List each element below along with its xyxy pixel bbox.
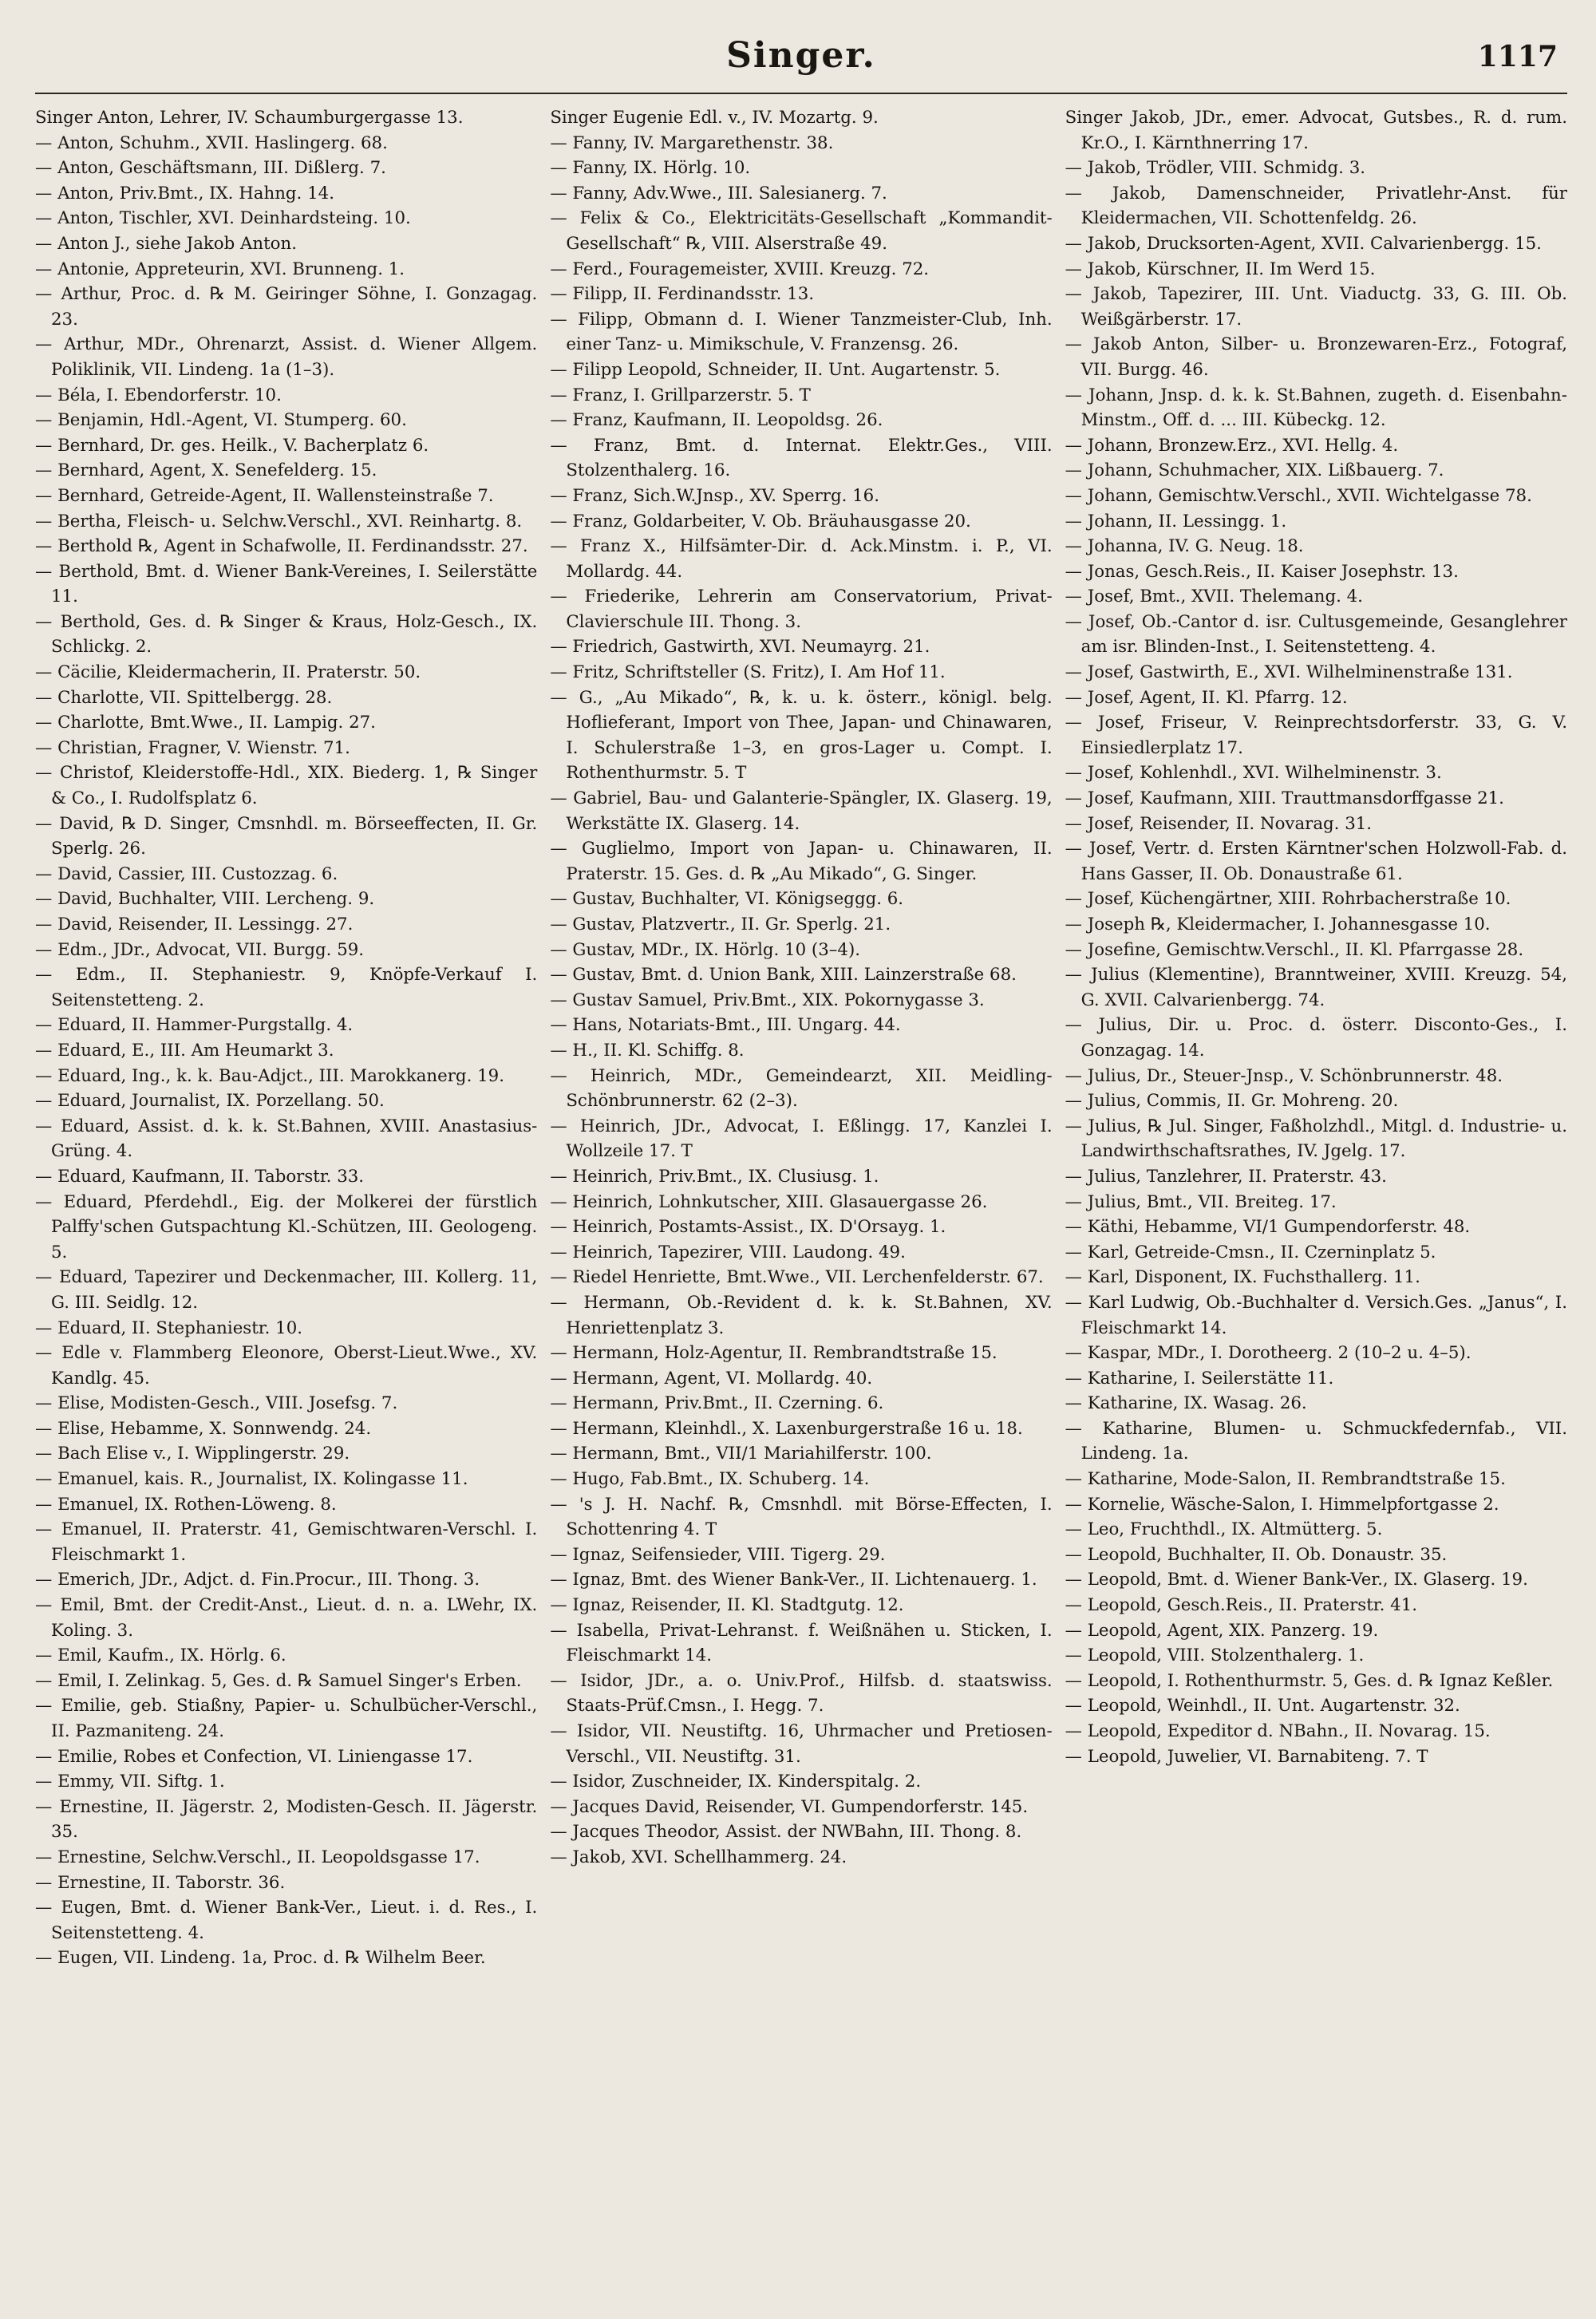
directory-entry: — Eduard, Kaufmann, II. Taborstr. 33. xyxy=(35,1166,365,1187)
column-middle xyxy=(550,105,1052,1971)
directory-entry: — Katharine, IX. Wasag. 26. xyxy=(1065,1393,1307,1414)
directory-entry: — Edm., JDr., Advocat, VII. Burgg. 59. xyxy=(35,939,365,960)
directory-entry: — Anton, Schuhm., XVII. Haslingerg. 68. xyxy=(35,132,388,153)
directory-entry: — Katharine, Mode-Salon, II. Rembrandtstraße 15. xyxy=(1065,1469,1506,1490)
directory-entry: — Ernestine, II. Jägerstr. 2, Modisten-Gesch. II. Jägerstr. 35. xyxy=(35,1796,538,1843)
directory-entry: — Eduard, Tapezirer und Deckenmacher, III. Kollerg. 11, G. III. Seidlg. 12. xyxy=(35,1267,538,1313)
directory-entry: — Josefine, Gemischtw.Verschl., II. Kl. Pfarrgasse 28. xyxy=(1065,939,1524,960)
directory-entry: — Julius, Dr., Steuer-Jnsp., V. Schönbrunnerstr. 48. xyxy=(1065,1065,1503,1086)
directory-entry: — Arthur, MDr., Ohrenarzt, Assist. d. Wiener Allgem. Poliklinik, VII. Lindeng. 1a (1–3). xyxy=(35,334,538,380)
directory-entry: — Fritz, Schriftsteller (S. Fritz), I. Am Hof 11. xyxy=(550,662,946,683)
directory-entry: — Leopold, Juwelier, VI. Barnabiteng. 7. T xyxy=(1065,1746,1428,1767)
directory-entry: — Johann, II. Lessingg. 1. xyxy=(1065,511,1287,531)
directory-entry: — Johann, Gemischtw.Verschl., XVII. Wichtelgasse 78. xyxy=(1065,485,1532,506)
directory-entry: — Hermann, Kleinhdl., X. Laxenburgerstraße 16 u. 18. xyxy=(550,1418,1023,1439)
directory-entry: — Elise, Hebamme, X. Sonnwendg. 24. xyxy=(35,1418,372,1439)
directory-entry: — Eugen, Bmt. d. Wiener Bank-Ver., Lieut. i. d. Res., I. Seitenstetteng. 4. xyxy=(35,1898,538,1943)
directory-entry: — Josef, Gastwirth, E., XVI. Wilhelminenstraße 131. xyxy=(1065,662,1513,683)
page-number: 1117 xyxy=(1477,40,1558,73)
directory-entry: — Fanny, IX. Hörlg. 10. xyxy=(550,158,751,179)
directory-entry: — Anton J., siehe Jakob Anton. xyxy=(35,233,297,254)
directory-entry: — Emilie, geb. Stiaßny, Papier- u. Schulbücher-Verschl., II. Pazmaniteng. 24. xyxy=(35,1696,538,1741)
directory-entry: — Emil, I. Zelinkag. 5, Ges. d. ℞ Samuel Singer's Erben. xyxy=(35,1670,522,1691)
directory-entry: — Heinrich, MDr., Gemeindearzt, XII. Meidling-Schönbrunnerstr. 62 (2–3). xyxy=(550,1065,1053,1112)
directory-entry: — Eduard, Journalist, IX. Porzellang. 50. xyxy=(35,1091,385,1112)
directory-entry: — Josef, Kohlenhdl., XVI. Wilhelminenstr. 3. xyxy=(1065,763,1442,784)
directory-entry: — Bernhard, Dr. ges. Heilk., V. Bacherplatz 6. xyxy=(35,435,429,456)
directory-entry: — Heinrich, JDr., Advocat, I. Eßlingg. 17, Kanzlei I. Wollzeile 17. T xyxy=(550,1116,1053,1162)
directory-entry: — Filipp, II. Ferdinandsstr. 13. xyxy=(550,284,815,305)
directory-entry: — Emilie, Robes et Confection, VI. Liniengasse 17. xyxy=(35,1746,473,1767)
directory-entry: — Karl, Getreide-Cmsn., II. Czerninplatz 5. xyxy=(1065,1242,1436,1262)
directory-entry: — Edle v. Flammberg Eleonore, Oberst-Lieut.Wwe., XV. Kandlg. 45. xyxy=(35,1343,538,1389)
directory-entry: — H., II. Kl. Schiffg. 8. xyxy=(550,1040,745,1061)
column-left xyxy=(35,105,537,1971)
directory-entry: — Emanuel, kais. R., Journalist, IX. Kolingasse 11. xyxy=(35,1469,468,1490)
directory-entry: Singer Anton, Lehrer, IV. Schaumburgergasse 13. xyxy=(35,108,464,128)
directory-entry: — Gabriel, Bau- und Galanterie-Spängler, IX. Glaserg. 19, Werkstätte IX. Glaserg. 14. xyxy=(550,788,1053,834)
directory-entry: — Berthold, Ges. d. ℞ Singer & Kraus, Holz-Gesch., IX. Schlickg. 2. xyxy=(35,611,538,658)
directory-entry: — Isidor, VII. Neustiftg. 16, Uhrmacher und Pretiosen-Verschl., VII. Neustiftg. 31. xyxy=(550,1721,1053,1767)
directory-entry: — Franz X., Hilfsämter-Dir. d. Ack.Minstm. i. P., VI. Mollardg. 44. xyxy=(550,536,1053,582)
directory-entry: — Emil, Kaufm., IX. Hörlg. 6. xyxy=(35,1645,286,1666)
directory-entry: — Jakob, Drucksorten-Agent, XVII. Calvarienbergg. 15. xyxy=(1065,233,1542,254)
directory-entry: — Leopold, VIII. Stolzenthalerg. 1. xyxy=(1065,1645,1365,1666)
directory-entry: — Josef, Reisender, II. Novarag. 31. xyxy=(1065,813,1373,834)
directory-entry: — Gustav, Bmt. d. Union Bank, XIII. Lainzerstraße 68. xyxy=(550,965,1017,986)
directory-entry: — Anton, Priv.Bmt., IX. Hahng. 14. xyxy=(35,183,334,203)
directory-entry: — Heinrich, Lohnkutscher, XIII. Glasauergasse 26. xyxy=(550,1191,988,1212)
directory-entry: — Karl Ludwig, Ob.-Buchhalter d. Versich.Ges. „Janus“, I. Fleischmarkt 14. xyxy=(1065,1292,1567,1338)
directory-entry: — Johann, Schuhmacher, XIX. Lißbauerg. 7. xyxy=(1065,460,1444,481)
directory-entry: — Ernestine, II. Taborstr. 36. xyxy=(35,1872,286,1893)
directory-entry: — G., „Au Mikado“, ℞, k. u. k. österr., königl. belg. Hoflieferant, Import von Thee, Japan- und Chinawaren, I. Schulerstraße 1–3, en gros-Lager u. Compt. I. Rothenthurmstr. 5. T xyxy=(550,687,1053,784)
directory-entry: — Ignaz, Bmt. des Wiener Bank-Ver., II. Lichtenauerg. 1. xyxy=(550,1570,1037,1590)
directory-entry: — Ignaz, Seifensieder, VIII. Tigerg. 29. xyxy=(550,1544,886,1565)
directory-entry: — Cäcilie, Kleidermacherin, II. Praterstr. 50. xyxy=(35,662,421,683)
directory-entry: — Emanuel, IX. Rothen-Löweng. 8. xyxy=(35,1494,337,1515)
directory-entry: — Franz, Goldarbeiter, V. Ob. Bräuhausgasse 20. xyxy=(550,511,971,531)
directory-entry: — Jakob, Kürschner, II. Im Werd 15. xyxy=(1065,259,1376,279)
directory-entry: — Fanny, Adv.Wwe., III. Salesianerg. 7. xyxy=(550,183,887,203)
directory-entry: — Edm., II. Stephaniestr. 9, Knöpfe-Verkauf I. Seitenstetteng. 2. xyxy=(35,965,538,1010)
directory-entry: — Berthold, Bmt. d. Wiener Bank-Vereines, I. Seilerstätte 11. xyxy=(35,561,538,607)
directory-entry: — Franz, Bmt. d. Internat. Elektr.Ges., VIII. Stolzenthalerg. 16. xyxy=(550,435,1053,481)
directory-entry: — Friedrich, Gastwirth, XVI. Neumayrg. 21. xyxy=(550,637,930,658)
directory-entry: — Julius (Klementine), Branntweiner, XVIII. Kreuzg. 54, G. XVII. Calvarienbergg. 74. xyxy=(1065,965,1567,1010)
directory-entry: — Berthold ℞, Agent in Schafwolle, II. Ferdinandsstr. 27. xyxy=(35,536,528,557)
directory-entry: — Josef, Friseur, V. Reinprechtsdorferstr. 33, G. V. Einsiedlerplatz 17. xyxy=(1065,713,1567,758)
directory-entry: — Julius, Tanzlehrer, II. Praterstr. 43. xyxy=(1065,1166,1387,1187)
directory-entry: — Katharine, Blumen- u. Schmuckfedernfab., VII. Lindeng. 1a. xyxy=(1065,1418,1567,1464)
directory-entry: — Julius, ℞ Jul. Singer, Faßholzhdl., Mitgl. d. Industrie- u. Landwirthschaftsrathes, IV. Jgelg. 17. xyxy=(1065,1116,1567,1162)
directory-entry: — Leopold, Bmt. d. Wiener Bank-Ver., IX. Glaserg. 19. xyxy=(1065,1570,1528,1590)
directory-entry: — Charlotte, Bmt.Wwe., II. Lampig. 27. xyxy=(35,713,376,733)
directory-entry: — Emmy, VII. Siftg. 1. xyxy=(35,1772,225,1792)
directory-entry: — Hans, Notariats-Bmt., III. Ungarg. 44. xyxy=(550,1015,901,1036)
directory-entry: — Hermann, Bmt., VII/1 Mariahilferstr. 100. xyxy=(550,1444,932,1464)
directory-entry: — Josef, Kaufmann, XIII. Trauttmansdorffgasse 21. xyxy=(1065,788,1504,809)
directory-entry: — David, Buchhalter, VIII. Lercheng. 9. xyxy=(35,889,375,910)
directory-entry: — Jacques Theodor, Assist. der NWBahn, III. Thong. 8. xyxy=(550,1822,1022,1843)
directory-entry: — David, ℞ D. Singer, Cmsnhdl. m. Börseeffecten, II. Gr. Sperlg. 26. xyxy=(35,813,538,859)
directory-entry: — Kaspar, MDr., I. Dorotheerg. 2 (10–2 u. 4–5). xyxy=(1065,1343,1472,1364)
directory-entry: — Julius, Dir. u. Proc. d. österr. Disconto-Ges., I. Gonzagag. 14. xyxy=(1065,1015,1567,1061)
directory-entry: — Jonas, Gesch.Reis., II. Kaiser Josephstr. 13. xyxy=(1065,561,1459,582)
directory-entry: — Eduard, Ing., k. k. Bau-Adjct., III. Marokkanerg. 19. xyxy=(35,1065,504,1086)
directory-entry: — Heinrich, Tapezirer, VIII. Laudong. 49. xyxy=(550,1242,906,1262)
directory-entry: — Ignaz, Reisender, II. Kl. Stadtgutg. 12. xyxy=(550,1595,904,1616)
directory-entry: — Antonie, Appreteurin, XVI. Brunneng. 1. xyxy=(35,259,405,279)
directory-entry: — Eduard, Pferdehdl., Eig. der Molkerei der fürstlich Palffy'schen Gutspachtung Kl.-Schützen, III. Geologeng. 5. xyxy=(35,1191,538,1262)
directory-entry: Singer Eugenie Edl. v., IV. Mozartg. 9. xyxy=(550,108,879,128)
directory-entry: — Jacques David, Reisender, VI. Gumpendorferstr. 145. xyxy=(550,1796,1029,1817)
directory-entry: — Emerich, JDr., Adjct. d. Fin.Procur., III. Thong. 3. xyxy=(35,1570,480,1590)
directory-entry: — David, Cassier, III. Custozzag. 6. xyxy=(35,863,338,884)
directory-entry: — Katharine, I. Seilerstätte 11. xyxy=(1065,1368,1334,1389)
directory-entry: — Felix & Co., Elektricitäts-Gesellschaft „Kommandit-Gesellschaft“ ℞, VIII. Alserstraße 49. xyxy=(550,208,1053,254)
directory-entry: — Franz, I. Grillparzerstr. 5. T xyxy=(550,385,811,405)
directory-entry: — Leo, Fruchthdl., IX. Altmütterg. 5. xyxy=(1065,1519,1383,1540)
directory-entry: — Josef, Bmt., XVII. Thelemang. 4. xyxy=(1065,587,1363,607)
directory-entry: — Anton, Geschäftsmann, III. Dißlerg. 7. xyxy=(35,158,386,179)
directory-entry: — Jakob, Tapezirer, III. Unt. Viaductg. 33, G. III. Ob. Weißgärberstr. 17. xyxy=(1065,284,1567,330)
directory-entry: — Isabella, Privat-Lehranst. f. Weißnähen u. Sticken, I. Fleischmarkt 14. xyxy=(550,1620,1053,1666)
directory-entry: — Jakob, Damenschneider, Privatlehr-Anst. für Kleidermachen, VII. Schottenfeldg. 26. xyxy=(1065,183,1567,229)
directory-entry: — Johann, Bronzew.Erz., XVI. Hellg. 4. xyxy=(1065,435,1399,456)
directory-entry: — Karl, Disponent, IX. Fuchsthallerg. 11. xyxy=(1065,1267,1420,1288)
directory-entry: — Filipp Leopold, Schneider, II. Unt. Augartenstr. 5. xyxy=(550,359,1001,380)
directory-entry: — Ernestine, Selchw.Verschl., II. Leopoldsgasse 17. xyxy=(35,1847,480,1867)
directory-entry: — Eduard, II. Stephaniestr. 10. xyxy=(35,1318,303,1338)
directory-entry: — Leopold, I. Rothenthurmstr. 5, Ges. d. ℞ Ignaz Keßler. xyxy=(1065,1670,1554,1691)
directory-entry: — Jakob Anton, Silber- u. Bronzewaren-Erz., Fotograf, VII. Burgg. 46. xyxy=(1065,334,1567,380)
directory-entry: — Anton, Tischler, XVI. Deinhardsteing. 10. xyxy=(35,208,411,229)
directory-entry: — Josef, Ob.-Cantor d. isr. Cultusgemeinde, Gesanglehrer am isr. Blinden-Inst., I. Seitenstetteng. 4. xyxy=(1065,611,1567,658)
directory-entry: — Jakob, Trödler, VIII. Schmidg. 3. xyxy=(1065,158,1366,179)
directory-entry: — Hermann, Priv.Bmt., II. Czerning. 6. xyxy=(550,1393,884,1414)
directory-entry: — Friederike, Lehrerin am Conservatorium, Privat-Clavierschule III. Thong. 3. xyxy=(550,587,1053,632)
directory-entry: — Leopold, Buchhalter, II. Ob. Donaustr. 35. xyxy=(1065,1544,1448,1565)
directory-entry: — Isidor, JDr., a. o. Univ.Prof., Hilfsb. d. staatswiss. Staats-Prüf.Cmsn., I. Hegg. 7. xyxy=(550,1670,1053,1717)
directory-entry: — Josef, Agent, II. Kl. Pfarrg. 12. xyxy=(1065,687,1348,708)
directory-entry: — Leopold, Gesch.Reis., II. Praterstr. 41. xyxy=(1065,1595,1418,1616)
directory-entry: — Eduard, E., III. Am Heumarkt 3. xyxy=(35,1040,334,1061)
directory-entry: — Charlotte, VII. Spittelbergg. 28. xyxy=(35,687,333,708)
directory-entry: — Filipp, Obmann d. I. Wiener Tanzmeister-Club, Inh. einer Tanz- u. Mimikschule, V. Franzensg. 26. xyxy=(550,309,1053,355)
directory-entry: — Emanuel, II. Praterstr. 41, Gemischtwaren-Verschl. I. Fleischmarkt 1. xyxy=(35,1519,538,1565)
directory-entry: — Josef, Vertr. d. Ersten Kärntner'schen Holzwoll-Fab. d. Hans Gasser, II. Ob. Donaustraße 61. xyxy=(1065,839,1567,884)
directory-entry: — Christof, Kleiderstoffe-Hdl., XIX. Biederg. 1, ℞ Singer & Co., I. Rudolfsplatz 6. xyxy=(35,763,538,809)
directory-entry: — Ferd., Fouragemeister, XVIII. Kreuzg. 72. xyxy=(550,259,930,279)
directory-entry: — Riedel Henriette, Bmt.Wwe., VII. Lerchenfelderstr. 67. xyxy=(550,1267,1044,1288)
directory-entry: — Gustav, MDr., IX. Hörlg. 10 (3–4). xyxy=(550,939,861,960)
directory-entry: — Heinrich, Priv.Bmt., IX. Clusiusg. 1. xyxy=(550,1166,879,1187)
directory-entry: — Käthi, Hebamme, VI/1 Gumpendorferstr. 48. xyxy=(1065,1217,1471,1238)
directory-entry: — Bach Elise v., I. Wipplingerstr. 29. xyxy=(35,1444,350,1464)
directory-entry: — Benjamin, Hdl.-Agent, VI. Stumperg. 60. xyxy=(35,410,407,431)
directory-entry: — Isidor, Zuschneider, IX. Kinderspitalg. 2. xyxy=(550,1772,922,1792)
directory-entry: — Jakob, XVI. Schellhammerg. 24. xyxy=(550,1847,847,1867)
directory-entry: — Julius, Commis, II. Gr. Mohreng. 20. xyxy=(1065,1091,1399,1112)
directory-entry: — Guglielmo, Import von Japan- u. Chinawaren, II. Praterstr. 15. Ges. d. ℞ „Au Mikado“, G. Singer. xyxy=(550,839,1053,884)
directory-entry: Singer Jakob, JDr., emer. Advocat, Gutsbes., R. d. rum. Kr.O., I. Kärnthnerring 17. xyxy=(1065,108,1567,153)
directory-entry: — Gustav Samuel, Priv.Bmt., XIX. Pokornygasse 3. xyxy=(550,990,985,1010)
column-right xyxy=(1065,105,1567,1971)
directory-entry: — Leopold, Weinhdl., II. Unt. Augartenstr. 32. xyxy=(1065,1696,1460,1717)
directory-entry: — Kornelie, Wäsche-Salon, I. Himmelpfortgasse 2. xyxy=(1065,1494,1499,1515)
directory-entry: — Gustav, Buchhalter, VI. Königseggg. 6. xyxy=(550,889,904,910)
directory-entry: — Leopold, Expeditor d. NBahn., II. Novarag. 15. xyxy=(1065,1721,1491,1741)
directory-entry: — Eduard, Assist. d. k. k. St.Bahnen, XVIII. Anastasius-Grüng. 4. xyxy=(35,1116,538,1162)
directory-entry: — Leopold, Agent, XIX. Panzerg. 19. xyxy=(1065,1620,1379,1641)
directory-entry: — 's J. H. Nachf. ℞, Cmsnhdl. mit Börse-Effecten, I. Schottenring 4. T xyxy=(550,1494,1053,1540)
directory-entry: — Béla, I. Ebendorferstr. 10. xyxy=(35,385,282,405)
directory-entry: — Hugo, Fab.Bmt., IX. Schuberg. 14. xyxy=(550,1469,870,1490)
directory-entry: — Bernhard, Agent, X. Senefelderg. 15. xyxy=(35,460,377,481)
directory-entry: — Eugen, VII. Lindeng. 1a, Proc. d. ℞ Wilhelm Beer. xyxy=(35,1948,486,1969)
directory-entry: — Christian, Fragner, V. Wienstr. 71. xyxy=(35,737,350,758)
directory-entry: — Arthur, Proc. d. ℞ M. Geiringer Söhne, I. Gonzagag. 23. xyxy=(35,284,538,330)
directory-entry: — Fanny, IV. Margarethenstr. 38. xyxy=(550,132,834,153)
entry-columns xyxy=(35,105,1567,1971)
directory-entry: — Gustav, Platzvertr., II. Gr. Sperlg. 21. xyxy=(550,915,891,934)
directory-entry: — Julius, Bmt., VII. Breiteg. 17. xyxy=(1065,1191,1337,1212)
directory-entry: — Heinrich, Postamts-Assist., IX. D'Orsayg. 1. xyxy=(550,1217,946,1238)
page-header xyxy=(35,29,1567,94)
directory-entry: — Bertha, Fleisch- u. Selchw.Verschl., XVI. Reinhartg. 8. xyxy=(35,511,523,531)
directory-entry: — Emil, Bmt. der Credit-Anst., Lieut. d. n. a. LWehr, IX. Koling. 3. xyxy=(35,1595,538,1641)
running-head-title: Singer. xyxy=(726,35,876,76)
directory-entry: — Franz, Kaufmann, II. Leopoldsg. 26. xyxy=(550,410,883,431)
directory-entry: — Eduard, II. Hammer-Purgstallg. 4. xyxy=(35,1015,354,1036)
directory-entry: — Elise, Modisten-Gesch., VIII. Josefsg. 7. xyxy=(35,1393,398,1414)
directory-entry: — Franz, Sich.W.Jnsp., XV. Sperrg. 16. xyxy=(550,485,879,506)
directory-entry: — David, Reisender, II. Lessingg. 27. xyxy=(35,915,354,934)
directory-entry: — Johann, Jnsp. d. k. k. St.Bahnen, zugeth. d. Eisenbahn-Minstm., Off. d. ... III. Kübeckg. 12. xyxy=(1065,385,1567,431)
directory-entry: — Bernhard, Getreide-Agent, II. Wallensteinstraße 7. xyxy=(35,485,494,506)
directory-entry: — Hermann, Holz-Agentur, II. Rembrandtstraße 15. xyxy=(550,1343,998,1364)
directory-entry: — Josef, Küchengärtner, XIII. Rohrbacherstraße 10. xyxy=(1065,889,1511,910)
directory-entry: — Hermann, Ob.-Revident d. k. k. St.Bahnen, XV. Henriettenplatz 3. xyxy=(550,1292,1053,1338)
directory-entry: — Johanna, IV. G. Neug. 18. xyxy=(1065,536,1304,557)
directory-entry: — Joseph ℞, Kleidermacher, I. Johannesgasse 10. xyxy=(1065,915,1491,934)
directory-entry: — Hermann, Agent, VI. Mollardg. 40. xyxy=(550,1368,873,1389)
